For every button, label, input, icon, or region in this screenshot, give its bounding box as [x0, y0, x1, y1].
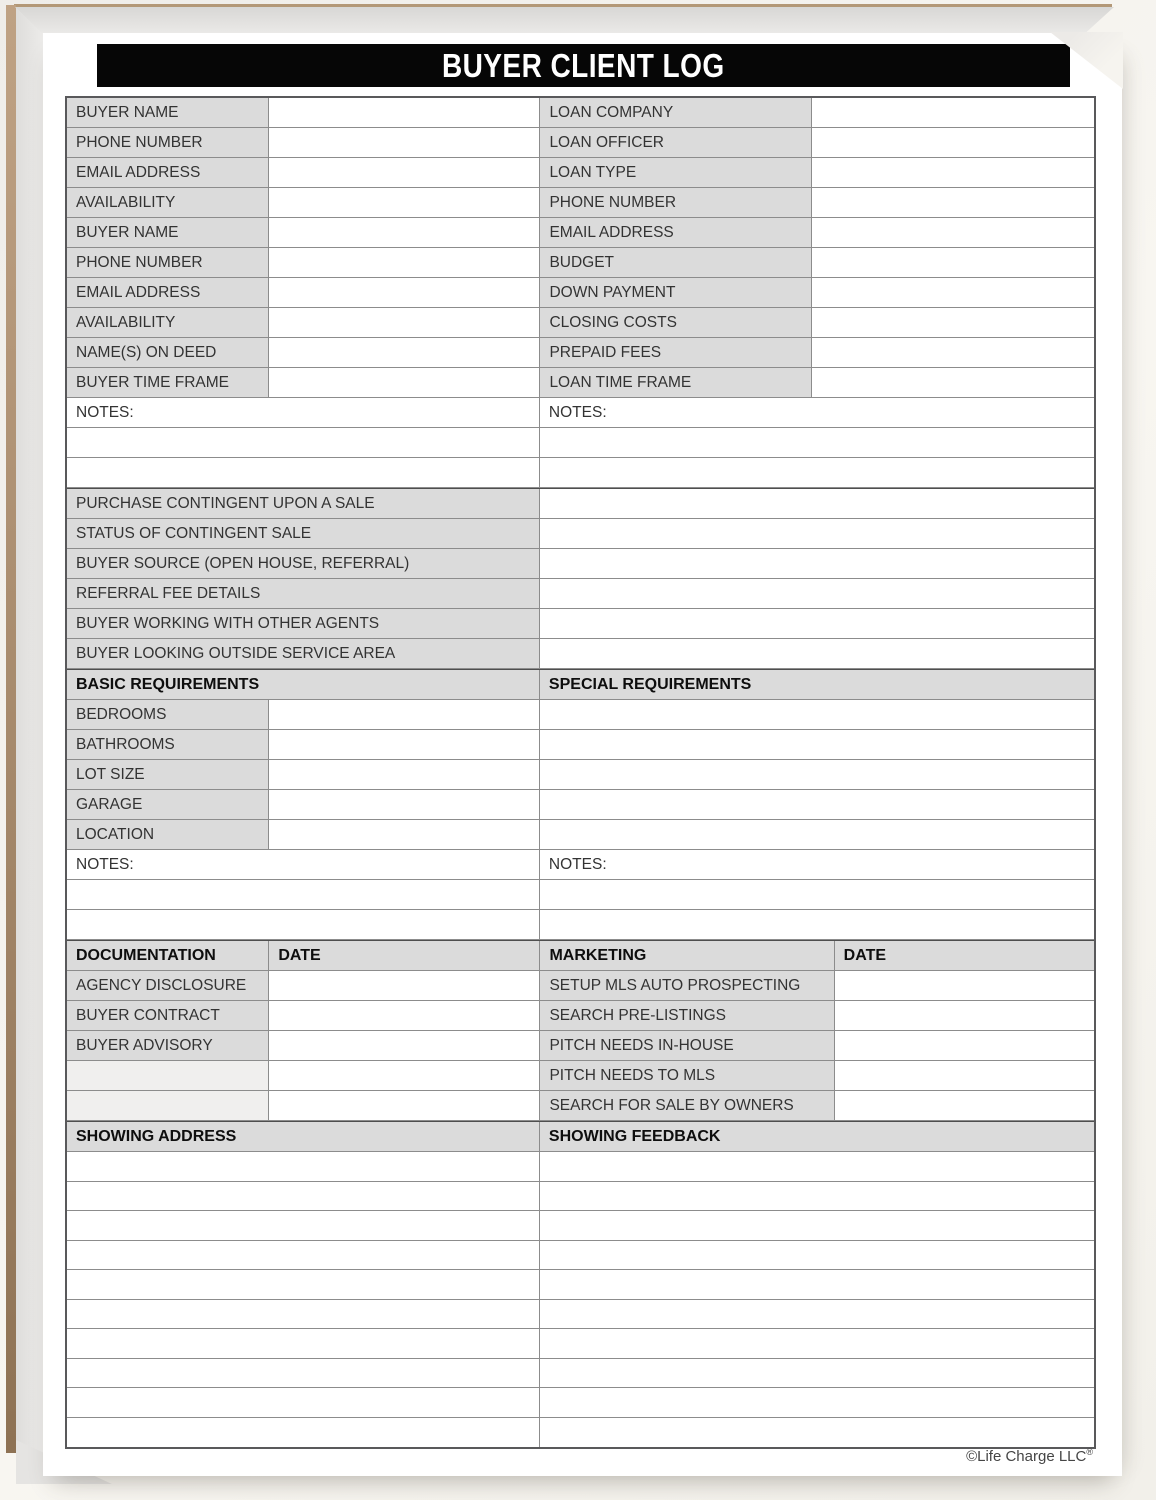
- showing-feedback-blank: [540, 1329, 1094, 1359]
- field-label: PREPAID FEES: [540, 338, 812, 368]
- marketing-date-header: DATE: [835, 941, 1094, 971]
- field-label: GARAGE: [67, 790, 269, 820]
- field-label: BUYER SOURCE (OPEN HOUSE, REFERRAL): [67, 549, 540, 579]
- showing-feedback-blank: [540, 1359, 1094, 1389]
- notepad-page-stack-left: [16, 8, 43, 1460]
- date-value-blank: [269, 1001, 540, 1031]
- copyright-line: [966, 1447, 1093, 1465]
- contact-notes-section: [67, 398, 1094, 488]
- notes-blank-row-cell: [67, 458, 540, 488]
- field-value-blank: [269, 368, 540, 398]
- field-label: BATHROOMS: [67, 730, 269, 760]
- date-value-blank: [835, 1001, 1094, 1031]
- field-value-blank: [269, 248, 540, 278]
- field-label: LOAN TYPE: [540, 158, 812, 188]
- field-label: DOWN PAYMENT: [540, 278, 812, 308]
- field-label: BUYER LOOKING OUTSIDE SERVICE AREA: [67, 639, 540, 669]
- field-value-blank: [812, 188, 1094, 218]
- registered-trademark-icon: ®: [1086, 1447, 1093, 1457]
- showing-feedback-blank: [540, 1152, 1094, 1182]
- documentation-date-header: DATE: [269, 941, 540, 971]
- field-label: PHONE NUMBER: [67, 248, 269, 278]
- field-value-blank: [269, 98, 540, 128]
- special-requirements-blank: [540, 790, 1094, 820]
- field-label: EMAIL ADDRESS: [540, 218, 812, 248]
- field-label: EMAIL ADDRESS: [67, 278, 269, 308]
- date-value-blank: [269, 1061, 540, 1091]
- notes-blank-row-cell: [540, 458, 1094, 488]
- showing-feedback-blank: [540, 1300, 1094, 1330]
- documentation-header: DOCUMENTATION: [67, 941, 269, 971]
- showing-feedback-blank: [540, 1270, 1094, 1300]
- field-label: PURCHASE CONTINGENT UPON A SALE: [67, 489, 540, 519]
- date-value-blank: [835, 1031, 1094, 1061]
- showing-header-row: [67, 1121, 1094, 1152]
- field-label: LOT SIZE: [67, 760, 269, 790]
- showing-address-blank: [67, 1270, 540, 1300]
- field-label: BUYER WORKING WITH OTHER AGENTS: [67, 609, 540, 639]
- marketing-header: MARKETING: [540, 941, 834, 971]
- special-requirements-blank: [540, 700, 1094, 730]
- requirements-notes-section: [67, 850, 1094, 940]
- field-label: LOAN TIME FRAME: [540, 368, 812, 398]
- field-label: SEARCH PRE-LISTINGS: [540, 1001, 834, 1031]
- date-value-blank: [269, 1031, 540, 1061]
- notes-blank-row-cell: [540, 428, 1094, 458]
- requirements-section: [67, 700, 1094, 850]
- date-value-blank: [835, 971, 1094, 1001]
- field-value-blank: [269, 308, 540, 338]
- page-title: BUYER CLIENT LOG: [442, 46, 725, 84]
- field-label: SEARCH FOR SALE BY OWNERS: [540, 1091, 834, 1121]
- form-page: [43, 33, 1122, 1476]
- date-value-blank: [269, 971, 540, 1001]
- field-label: BUYER TIME FRAME: [67, 368, 269, 398]
- field-label: [67, 1061, 269, 1091]
- field-value-blank: [812, 338, 1094, 368]
- showing-address-header: SHOWING ADDRESS: [67, 1122, 540, 1152]
- showing-address-blank: [67, 1152, 540, 1182]
- showing-address-blank: [67, 1182, 540, 1212]
- notes-blank-row-cell: [67, 910, 540, 940]
- field-value-blank: [540, 489, 1094, 519]
- showing-address-blank: [67, 1300, 540, 1330]
- notes-blank-row-cell: [540, 910, 1094, 940]
- field-value-blank: [269, 338, 540, 368]
- showing-feedback-blank: [540, 1418, 1094, 1448]
- notes-blank-row-cell: [540, 880, 1094, 910]
- showing-address-blank: [67, 1211, 540, 1241]
- notes-label: NOTES:: [67, 850, 540, 880]
- field-value-blank: [812, 128, 1094, 158]
- field-label: NAME(S) ON DEED: [67, 338, 269, 368]
- showing-address-blank: [67, 1388, 540, 1418]
- field-value-blank: [269, 730, 540, 760]
- field-value-blank: [269, 278, 540, 308]
- field-label: BUYER NAME: [67, 98, 269, 128]
- field-value-blank: [540, 579, 1094, 609]
- notes-blank-row-cell: [67, 880, 540, 910]
- showing-address-blank: [67, 1359, 540, 1389]
- field-value-blank: [269, 158, 540, 188]
- notes-label: NOTES:: [67, 398, 540, 428]
- copyright-icon: ©: [966, 1448, 978, 1465]
- contact-loan-section: [67, 98, 1094, 398]
- field-label: REFERRAL FEE DETAILS: [67, 579, 540, 609]
- showing-feedback-header: SHOWING FEEDBACK: [540, 1122, 1094, 1152]
- special-requirements-blank: [540, 820, 1094, 850]
- notepad-page-stack-top: [15, 7, 1114, 33]
- buyer-client-log-form: [65, 96, 1096, 1449]
- field-label: STATUS OF CONTINGENT SALE: [67, 519, 540, 549]
- brand-name: Life Charge LLC: [977, 1448, 1087, 1465]
- screening-section: [67, 488, 1094, 669]
- field-value-blank: [269, 700, 540, 730]
- showing-address-blank: [67, 1418, 540, 1448]
- field-value-blank: [812, 98, 1094, 128]
- field-value-blank: [812, 368, 1094, 398]
- field-label: CLOSING COSTS: [540, 308, 812, 338]
- field-value-blank: [812, 248, 1094, 278]
- field-label: PITCH NEEDS TO MLS: [540, 1061, 834, 1091]
- field-label: BUYER CONTRACT: [67, 1001, 269, 1031]
- field-value-blank: [812, 158, 1094, 188]
- showing-feedback-blank: [540, 1182, 1094, 1212]
- field-label: BUYER NAME: [67, 218, 269, 248]
- field-value-blank: [269, 188, 540, 218]
- field-value-blank: [812, 278, 1094, 308]
- date-value-blank: [835, 1061, 1094, 1091]
- field-value-blank: [269, 760, 540, 790]
- date-value-blank: [269, 1091, 540, 1121]
- field-label: AGENCY DISCLOSURE: [67, 971, 269, 1001]
- field-label: LOCATION: [67, 820, 269, 850]
- requirements-header-row: [67, 669, 1094, 700]
- field-value-blank: [540, 609, 1094, 639]
- field-label: LOAN COMPANY: [540, 98, 812, 128]
- field-value-blank: [540, 549, 1094, 579]
- field-value-blank: [269, 128, 540, 158]
- showing-section: [67, 1152, 1094, 1447]
- field-label: PITCH NEEDS IN-HOUSE: [540, 1031, 834, 1061]
- date-value-blank: [835, 1091, 1094, 1121]
- notes-blank-row-cell: [67, 428, 540, 458]
- field-label: AVAILABILITY: [67, 188, 269, 218]
- showing-address-blank: [67, 1329, 540, 1359]
- field-value-blank: [269, 820, 540, 850]
- field-value-blank: [540, 639, 1094, 669]
- notes-label: NOTES:: [540, 850, 1094, 880]
- special-requirements-blank: [540, 730, 1094, 760]
- field-value-blank: [812, 308, 1094, 338]
- showing-feedback-blank: [540, 1241, 1094, 1271]
- notes-label: NOTES:: [540, 398, 1094, 428]
- field-label: PHONE NUMBER: [540, 188, 812, 218]
- field-label: [67, 1091, 269, 1121]
- field-label: AVAILABILITY: [67, 308, 269, 338]
- field-value-blank: [812, 218, 1094, 248]
- field-label: SETUP MLS AUTO PROSPECTING: [540, 971, 834, 1001]
- basic-requirements-header: BASIC REQUIREMENTS: [67, 670, 540, 700]
- special-requirements-header: SPECIAL REQUIREMENTS: [540, 670, 1094, 700]
- showing-address-blank: [67, 1241, 540, 1271]
- documentation-header-row: [67, 940, 1094, 971]
- field-label: BUYER ADVISORY: [67, 1031, 269, 1061]
- field-value-blank: [540, 519, 1094, 549]
- notepad-top-edge: [14, 4, 1112, 7]
- field-label: BUDGET: [540, 248, 812, 278]
- field-label: LOAN OFFICER: [540, 128, 812, 158]
- form-title-bar: [97, 44, 1070, 87]
- field-label: BEDROOMS: [67, 700, 269, 730]
- field-label: EMAIL ADDRESS: [67, 158, 269, 188]
- notepad-cardboard-edge: [6, 5, 16, 1453]
- special-requirements-blank: [540, 760, 1094, 790]
- showing-feedback-blank: [540, 1388, 1094, 1418]
- showing-feedback-blank: [540, 1211, 1094, 1241]
- field-value-blank: [269, 790, 540, 820]
- field-value-blank: [269, 218, 540, 248]
- documentation-section: [67, 971, 1094, 1121]
- field-label: PHONE NUMBER: [67, 128, 269, 158]
